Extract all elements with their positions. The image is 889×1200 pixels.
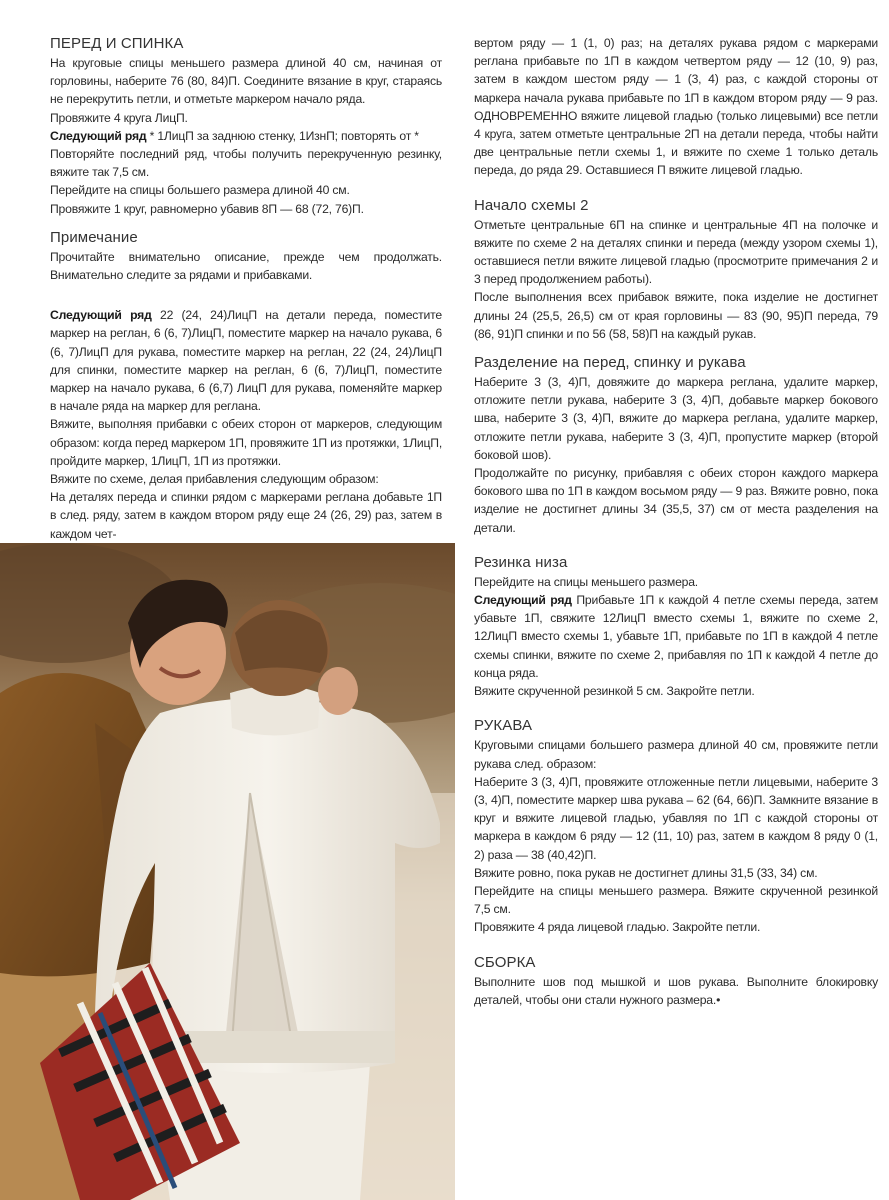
row-text: Прибавьте 1П к каждой 4 петле схемы переда, затем убавьте 1П, свяжите 12ЛицП вместо схемы 1, вяжите по схеме 2, 12ЛицП вместо схемы 1, убавьте 1П, прибавьте по 1П в каждой 4 петле схемы спинки, вяжите по схеме 2, прибавляя по 1П к каждой 4 петле до конца ряда. — [474, 593, 878, 680]
row-label: Следующий ряд — [50, 128, 147, 143]
section-title-note: Примечание — [50, 228, 138, 246]
paragraph: Провяжите 4 круга ЛицП. — [50, 110, 188, 125]
section-title-bottom-rib: Резинка низа — [474, 553, 568, 571]
paragraph: Вяжите ровно, пока рукав не достигнет длины 31,5 (33, 34) см. — [474, 865, 818, 880]
paragraph: Перейдите на спицы меньшего размера. — [474, 574, 698, 589]
paragraph: Перейдите на спицы меньшего размера. Вяжите скрученной резинкой 7,5 см. — [474, 883, 878, 917]
paragraph: После выполнения всех прибавок вяжите, пока изделие не достигнет длины 24 (25,5, 26,5) см от края горловины — 83 (90, 95)П переда, 79 (86, 91)П спинки и по 56 (58, 58)П на каждый рукав. — [474, 290, 878, 341]
paragraph: Провяжите 4 ряда лицевой гладью. Закройте петли. — [474, 920, 761, 935]
row-text: * 1ЛицП за заднюю стенку, 1ИзнП; повторять от * — [146, 128, 419, 143]
paragraph: Повторяйте последний ряд, чтобы получить перекрученную резинку, вяжите так 7,5 см. — [50, 147, 442, 180]
paragraph: На круговые спицы меньшего размера длиной 40 см, начиная от горловины, наберите 76 (80, 84)П. Соедините вязание в круг, стараясь не перекрутить петли, и отметьте маркером начало ряда. — [50, 56, 442, 107]
right-column — [474, 34, 878, 1009]
paragraph: Наберите 3 (3, 4)П, довяжите до маркера реглана, удалите маркер, отложите петли рукава, наберите 3 (3, 4)П, добавьте маркер бокового шва, наберите 3 (3, 4)П, вяжите до маркера реглана, удалите маркер, отложите петли рукава, наберите 3 (3, 4)П, пропустите маркер (второй боковой шов). — [474, 375, 878, 462]
paragraph: Выполните шов под мышкой и шов рукава. Выполните блокировку деталей, чтобы они стали нужного размера.• — [474, 974, 878, 1007]
paragraph: Вяжите, выполняя прибавки с обеих сторон от маркеров, следующим образом: когда перед маркером 1П, провяжите 1П из протяжки, 1ЛицП, пройдите маркер, 1ЛицП, 1П из протяжки. — [50, 417, 442, 468]
paragraph: На деталях переда и спинки рядом с маркерами реглана добавьте 1П в след. ряду, затем в каждом втором ряду еще 24 (26, 29) раз, затем в каждом чет- — [50, 490, 442, 541]
paragraph: Вяжите по схеме, делая прибавления следующим образом: — [50, 472, 379, 487]
paragraph-next-row — [50, 127, 442, 145]
paragraph: Вяжите скрученной резинкой 5 см. Закройте петли. — [474, 684, 755, 699]
section-title-assembly: СБОРКА — [474, 953, 536, 971]
section-title-division: Разделение на перед, спинку и рукава — [474, 354, 746, 372]
photo-couple-on-beach — [0, 543, 455, 1200]
left-column — [50, 34, 442, 543]
paragraph-next-row — [474, 591, 878, 682]
row-text: 22 (24, 24)ЛицП на детали переда, поместите маркер на реглан, 6 (6, 7)ЛицП, поместите маркер на начало рукава, 6 (6, 7)ЛицП для рукава, поместите маркер на реглан, 22 (24, 24)ЛицП для спинки, поместите маркер на реглан, 6 (6, 7)ЛицП, поместите маркер на начало рукава, 6 (6,7) ЛицП для рукава, поменяйте маркер в начале ряда на маркер для реглана. — [50, 308, 442, 414]
paragraph: Провяжите 1 круг, равномерно убавив 8П — 68 (72, 76)П. — [50, 201, 364, 216]
paragraph-next-row — [50, 306, 442, 415]
section-title-scheme-2: Начало схемы 2 — [474, 196, 589, 214]
section-title-sleeves: РУКАВА — [474, 717, 533, 735]
paragraph: Отметьте центральные 6П на спинке и центральные 4П на полочке и вяжите по схеме 2 на деталях спинки и переда (между узором схемы 1), оставшиеся петли вяжите лицевой гладью (просмотрите примечания 2 и 3 перед продолжением работы). — [474, 217, 878, 287]
section-title-front-back: ПЕРЕД И СПИНКА — [50, 35, 184, 52]
paragraph: Продолжайте по рисунку, прибавляя с обеих сторон каждого маркера бокового шва по 1П в каждом восьмом ряду — 9 раз. Вяжите ровно, пока изделие не достигнет длины 34 (35,5, 37) см от места разделения на детали. — [474, 466, 878, 535]
row-label: Следующий ряд — [474, 593, 572, 608]
paragraph: Перейдите на спицы большего размера длиной 40 см. — [50, 183, 350, 198]
paragraph-note: Прочитайте внимательно описание, прежде чем продолжать. Внимательно следите за рядами и прибавками. — [50, 249, 442, 283]
row-label: Следующий ряд — [50, 308, 152, 323]
paragraph: Наберите 3 (3, 4)П, провяжите отложенные петли лицевыми, наберите 3 (3, 4)П, поместите маркер шва рукава – 62 (64, 66)П. Замкните вязание в круг и вяжите лицевой гладью, убавляя по 1П с каждой стороны от маркера в каждом 6 ряду — 12 (11, 10) раз, затем в каждом 8 ряду 0 (1, 2) раза — 38 (40,42)П. — [474, 774, 878, 862]
paragraph: Круговыми спицами большего размера длиной 40 см, провяжите петли рукава след. образом: — [474, 738, 878, 771]
paragraph-continued: вертом ряду — 1 (1, 0) раз; на деталях рукава рядом с маркерами реглана прибавьте по 1П в каждом четвертом ряду — 12 (10, 9) раз, затем в каждом шестом ряду — 1 (3, 4) раз, с каждой стороны от маркера начала рукава прибавьте по 1П в каждом втором ряду — 9 раз. ОДНОВРЕМЕННО вяжите лицевой гладью (только лицевыми) все петли 4 круга, затем отметьте центральные 2П на детали переда, чтобы найти две центральные петли схемы 1, и вяжите по схеме 1 только деталь переда, до ряда 29. Оставшиеся П вяжите лицевой гладью. — [474, 36, 878, 178]
